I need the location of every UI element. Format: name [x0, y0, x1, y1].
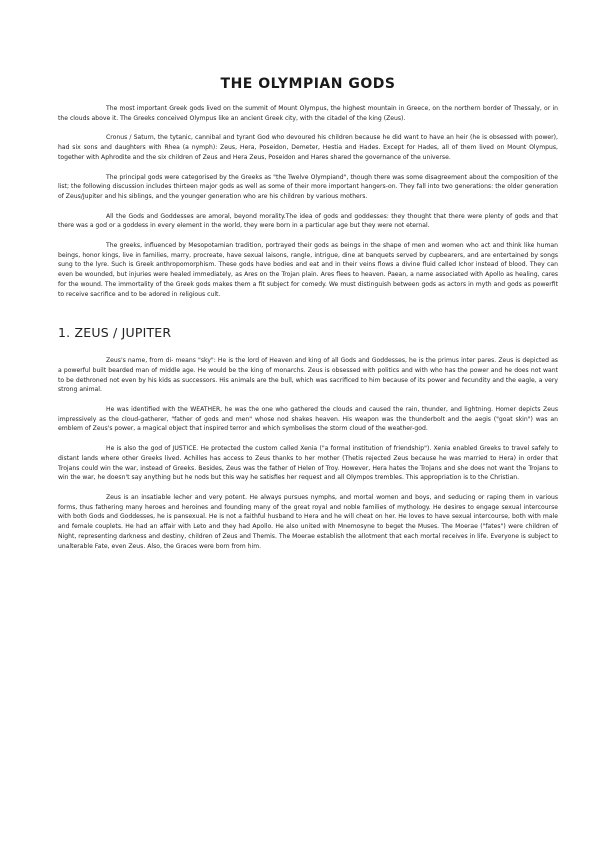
paragraph: All the Gods and Goddesses are amoral, beyond morality.The idea of gods and goddesses: they thought that there were plenty of gods and that there was a god or a goddess in every element in the world, they were born in a particular age but they were not eternal.	[58, 212, 558, 230]
paragraph: The most important Greek gods lived on the summit of Mount Olympus, the highest mountain in Greece, on the northern border of Thessaly, or in the clouds above it. The Greeks conceived Olympus like an ancient Greek city, with the citadel of the king (Zeus).	[58, 105, 558, 122]
intro-section	[58, 104, 558, 299]
paragraph: Zeus is an insatiable lecher and very potent. He always pursues nymphs, and mortal women and boys, and seducing or raping them in various forms, thus fathering many heroes and heroines and founding many of the great royal and noble families of mythology. He desires to engage sexual intercourse with both Gods and Goddesses, he is pansexual. He is not a faithful husband to Hera and he will cheat on her. He loves to have sexual intercourse, both with male and female couplets. He had an affair with Leto and they had Apollo. He also united with Mnemosyne to beget the Muses. The Moerae ("fates") were children of Night, representing darkness and destiny, children of Zeus and Themis. The Moerae establish the allotment that each mortal receives in life. Everyone is subject to unalterable Fate, even Zeus. Also, the Graces were born from him.	[58, 493, 558, 550]
document-title: THE OLYMPIAN GODS	[220, 76, 396, 92]
zeus-section	[58, 356, 558, 551]
paragraph: He was identified with the WEATHER, he was the one who gathered the clouds and caused the rain, thunder, and lightning. Homer depicts Zeus impressively as the cloud-gatherer, "father of gods and men" whose nod shakes heaven. His weapon was the thunderbolt and the aegis ("goat skin") was an emblem of Zeus's power, a magical object that inspired terror and which symbolises the storm cloud of the weather-god.	[58, 406, 558, 433]
paragraph: Cronus / Saturn, the tytanic, cannibal and tyrant God who devoured his children because he did want to have an heir (he is obsessed with power), had six sons and daughters with Rhea (a nymph): Zeus, Hera, Poseidon, Demeter, Hestia and Hades. Except for Hades, all of them lived on Mount Olympus, together with Aphrodite and the six children of Zeus and Hera Zeus, Poseidon and Hares shared the governance of the universe.	[58, 134, 558, 161]
paragraph: He is also the god of JUSTICE. He protected the custom called Xenia ("a formal institution of friendship"). Xenia enabled Greeks to travel safely to distant lands where other Greeks lived. Achilles has access to Zeus thanks to her mother (Thetis rejected Zeus because he was married to Hera) in order that Trojans could win the war, instead of Greeks. Besides, Zeus was the father of Helen of Troy. However, Hera hates the Trojans and she does not want the Trojans to win the war, he doesn't say anything but he nods but this way he satisfies her request and all Olympos trembles. This appropriation is to the Christian.	[58, 445, 558, 482]
paragraph: Zeus's name, from di- means "sky": He is the lord of Heaven and king of all Gods and Goddesses, he is the primus inter pares. Zeus is depicted as a powerful built bearded man of middle age. He would be the king of monarchs. Zeus is obsessed with politics and with who has the power and he does not want to be dethroned not even by his kids as successors. His animals are the bull, which was sacrificed to him because of its power and fecundity and the eagle, a very strong animal.	[58, 357, 558, 394]
section-heading: 1. ZEUS / JUPITER	[58, 325, 172, 341]
paragraph: The greeks, influenced by Mesopotamian tradition, portrayed their gods as beings in the shape of men and women who act and think like human beings, honor kings, live in families, marry, procreate, have sexual laisons, rangle, intrigue, dine at banquets served by cupbearers, and are entertained by songs sung to the lyre. Such is Greek anthropomorphism. These gods have bodies and eat and in their veins flows a divine fluid called Ichor instead of blood. They can even be wounded, but injuries were healed immediately, as Ares on the Trojan plain. Ares flees to heaven. Paean, a name associated with Apollo as healing, cares for the wound. The immortality of the Greek gods makes them a fit subject for comedy. We must distinguish between gods as actors in myth and gods as powerfit to receive sacrifice and to be adored in religious cult.	[58, 242, 558, 298]
paragraph: The principal gods were categorised by the Greeks as "the Twelve Olympiand", though there was some disagreement about the composition of the list; the following discussion includes thirteen major gods as well as some of their more important hangers-on. They fall into two generations: the older generation of Zeus/Jupiter and his siblings, and the younger generation who are his children by various mothers.	[58, 173, 558, 200]
